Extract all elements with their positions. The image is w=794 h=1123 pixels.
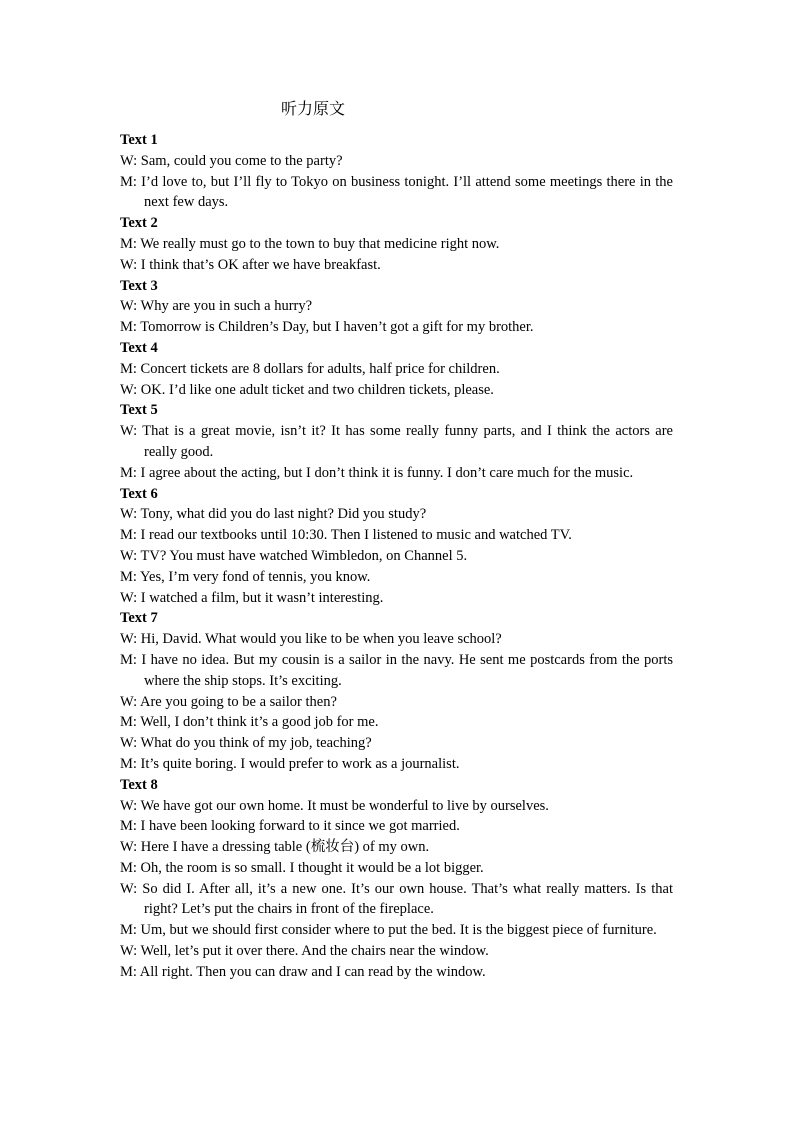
dialogue-line: W: TV? You must have watched Wimbledon, on Channel 5.: [120, 547, 468, 564]
dialogue-line: M: I read our textbooks until 10:30. Then I listened to music and watched TV.: [120, 527, 572, 544]
dialogue-line: W: I watched a film, but it wasn’t interesting.: [120, 589, 384, 606]
transcript-section: [120, 276, 673, 338]
dialogue-line: M: I have no idea. But my cousin is a sailor in the navy. He sent me postcards from the ports where the ship stops. It’s exciting.: [120, 651, 673, 689]
dialogue-line: M: I’d love to, but I’ll fly to Tokyo on business tonight. I’ll attend some meetings there in the next few days.: [120, 173, 673, 211]
transcript-section: [120, 338, 673, 400]
section-heading: Text 3: [120, 277, 158, 294]
dialogue-line: M: I agree about the acting, but I don’t think it is funny. I don’t care much for the music.: [120, 464, 634, 481]
transcript-body: [120, 130, 673, 983]
dialogue-line: M: Well, I don’t think it’s a good job for me.: [120, 714, 379, 731]
dialogue-line: M: Tomorrow is Children’s Day, but I haven’t got a gift for my brother.: [120, 319, 534, 336]
section-heading: Text 6: [120, 485, 158, 502]
dialogue-line: W: Sam, could you come to the party?: [120, 152, 343, 169]
section-heading: Text 1: [120, 132, 158, 148]
dialogue-line: M: Yes, I’m very fond of tennis, you know.: [120, 568, 371, 585]
dialogue-line: W: So did I. After all, it’s a new one. It’s our own house. That’s what really matters. Is that right? Let’s put the chairs in front of the fireplace.: [120, 880, 673, 918]
dialogue-line: W: Tony, what did you do last night? Did you study?: [120, 506, 427, 523]
dialogue-line: W: OK. I’d like one adult ticket and two children tickets, please.: [120, 381, 494, 398]
dialogue-line: W: We have got our own home. It must be wonderful to live by ourselves.: [120, 797, 549, 814]
transcript-section: [120, 130, 673, 213]
section-heading: Text 7: [120, 610, 158, 627]
transcript-section: [120, 484, 673, 609]
dialogue-line: W: That is a great movie, isn’t it? It has some really funny parts, and I think the actors are really good.: [120, 423, 673, 460]
dialogue-line: M: Oh, the room is so small. I thought it would be a lot bigger.: [120, 859, 484, 876]
dialogue-line: M: It’s quite boring. I would prefer to work as a journalist.: [120, 755, 460, 772]
dialogue-line: W: Hi, David. What would you like to be when you leave school?: [120, 631, 502, 648]
transcript-section: [120, 213, 673, 275]
dialogue-line: W: What do you think of my job, teaching?: [120, 735, 372, 752]
dialogue-line: W: Are you going to be a sailor then?: [120, 693, 337, 710]
dialogue-line: W: Here I have a dressing table (梳妆台) of my own.: [120, 839, 430, 856]
section-heading: Text 5: [120, 402, 158, 419]
page-title: 听力原文: [281, 99, 346, 118]
section-heading: Text 4: [120, 339, 158, 356]
dialogue-line: M: I have been looking forward to it since we got married.: [120, 818, 460, 835]
dialogue-line: W: Well, let’s put it over there. And the chairs near the window.: [120, 943, 489, 960]
transcript-section: [120, 775, 673, 983]
dialogue-line: W: Why are you in such a hurry?: [120, 298, 313, 315]
dialogue-line: M: Um, but we should first consider where to put the bed. It is the biggest piece of furniture.: [120, 922, 657, 939]
section-heading: Text 2: [120, 215, 158, 232]
dialogue-line: M: All right. Then you can draw and I can read by the window.: [120, 963, 486, 980]
dialogue-line: M: Concert tickets are 8 dollars for adults, half price for children.: [120, 360, 500, 377]
section-heading: Text 8: [120, 776, 158, 793]
transcript-section: [120, 400, 673, 483]
dialogue-line: W: I think that’s OK after we have breakfast.: [120, 256, 381, 273]
dialogue-line: M: We really must go to the town to buy that medicine right now.: [120, 235, 500, 252]
transcript-section: [120, 608, 673, 774]
